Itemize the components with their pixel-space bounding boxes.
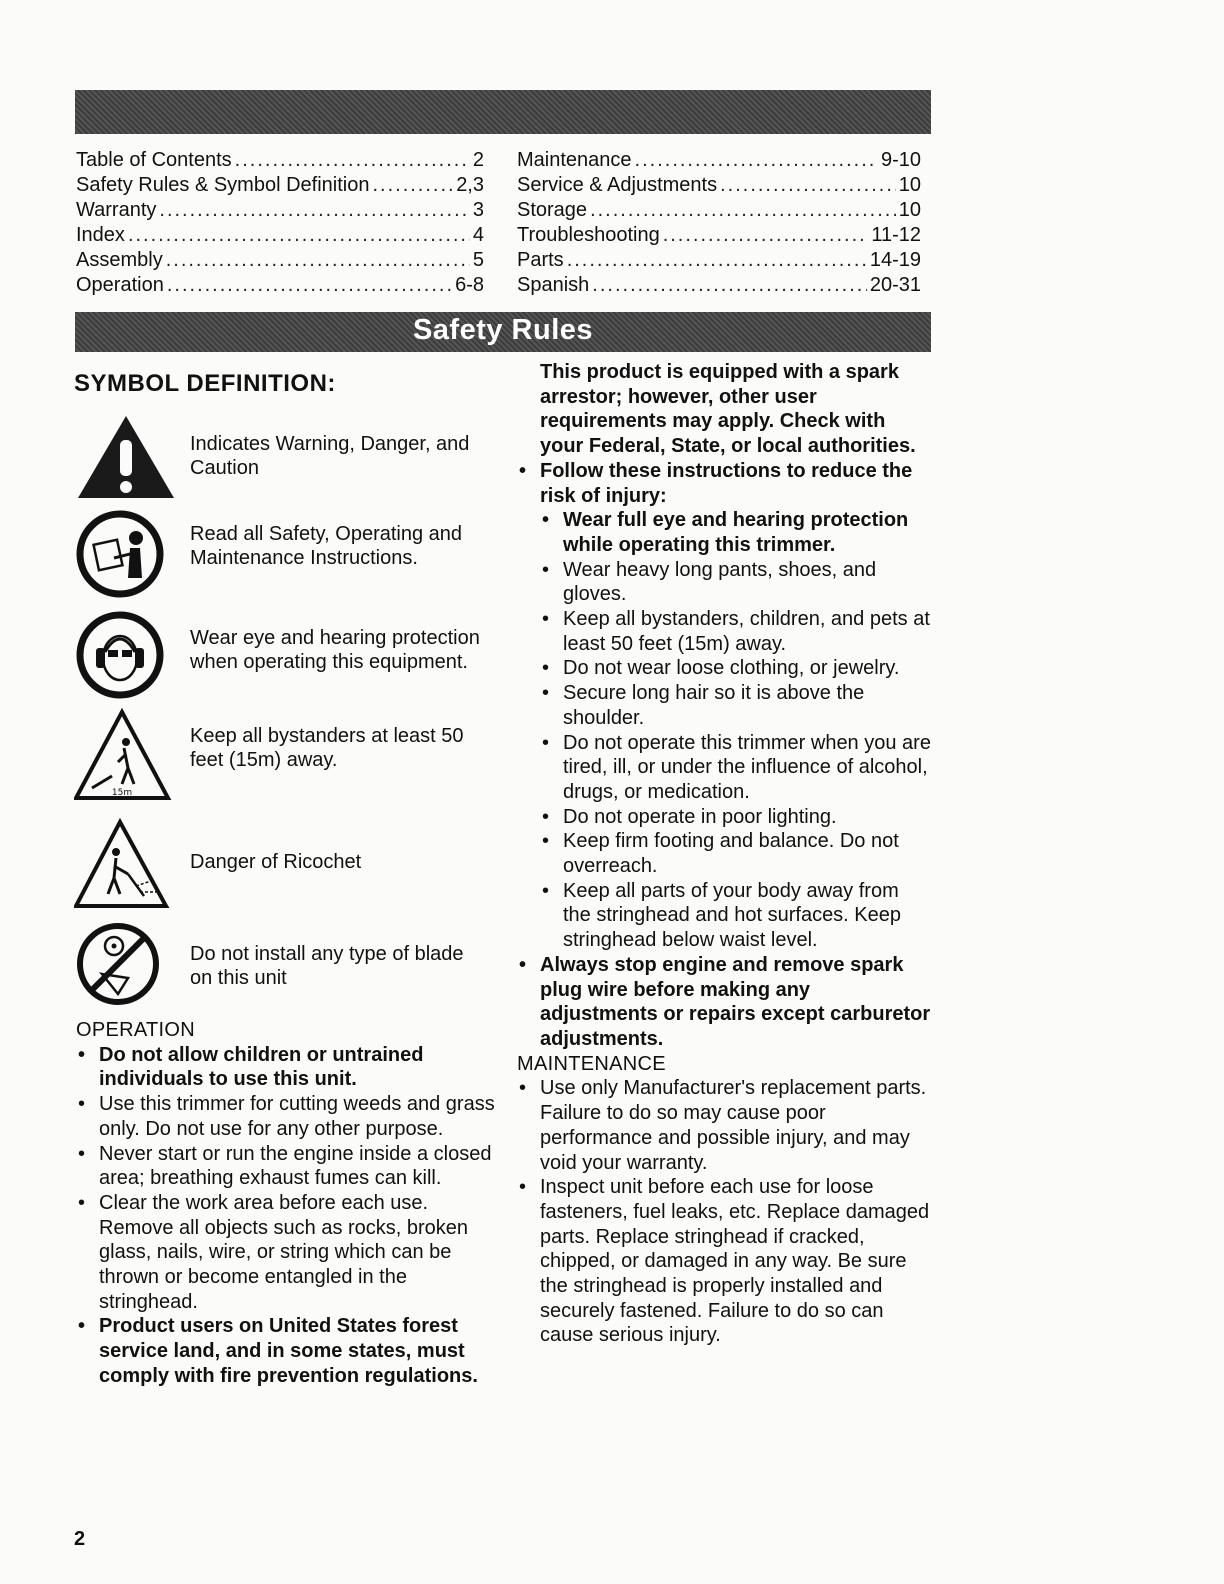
list-item: • Follow these instructions to reduce the risk of injury: — [517, 459, 932, 508]
list-subitem: • Keep firm footing and balance. Do not overreach. — [540, 829, 932, 878]
toc-entry: Index ..... 4 — [76, 223, 484, 248]
toc-entry: Troubleshooting ..... 11-12 — [517, 223, 921, 248]
safety-rules-banner — [75, 312, 931, 352]
toc-entry: Service & Adjustments ..... 10 — [517, 173, 921, 198]
contents-header-bar — [75, 90, 931, 134]
symbol-description: Danger of Ricochet — [190, 851, 362, 873]
toc-entry: Assembly ..... 5 — [76, 248, 484, 273]
list-item: • Use only Manufacturer's replacement parts. Failure to do so may cause poor performance and possible injury, and may void your warranty. — [517, 1076, 932, 1175]
operation-section — [76, 1018, 496, 1389]
list-item: • Use this trimmer for cutting weeds and grass only. Do not use for any other purpose. — [76, 1092, 496, 1141]
page-number: 2 — [74, 1528, 86, 1550]
symbol-description: Keep all bystanders at least 50 feet (15m) away. — [190, 725, 464, 771]
read-manual-icon — [74, 508, 170, 600]
toc-entry: Warranty ..... 3 — [76, 198, 484, 223]
svg-text:15m: 15m — [111, 788, 133, 798]
no-blade-icon — [74, 920, 170, 1008]
symbol-row — [74, 920, 494, 1008]
toc-entry: Spanish ..... 20-31 — [517, 273, 921, 298]
list-item: • Never start or run the engine inside a closed area; breathing exhaust fumes can kill. — [76, 1142, 496, 1191]
symbol-definition-heading: SYMBOL DEFINITION: — [74, 370, 336, 397]
symbol-description: Do not install any type of blade on this unit — [190, 943, 464, 989]
symbol-row — [74, 608, 494, 702]
list-subitem: • Wear full eye and hearing protection while operating this trimmer. — [540, 508, 932, 557]
list-subitem: • Do not operate in poor lighting. — [540, 805, 932, 830]
warning-triangle-icon — [74, 412, 178, 500]
list-subitem: • Secure long hair so it is above the shoulder. — [540, 681, 932, 730]
list-item: • Inspect unit before each use for loose fasteners, fuel leaks, etc. Replace damaged parts. Replace stringhead if cracked, chipped, or damaged in any way. Be sure the stringhead is properly installed and securely fastened. Failure to do so can cause serious injury. — [517, 1175, 932, 1348]
section-title: Safety Rules — [412, 314, 594, 346]
symbol-description: Wear eye and hearing protection when operating this equipment. — [190, 627, 480, 673]
symbol-row — [74, 412, 494, 500]
symbol-row — [74, 508, 494, 600]
toc-entry: Safety Rules & Symbol Definition ..... 2,3 — [76, 173, 484, 198]
bystanders-distance-icon — [74, 706, 174, 806]
operation-heading: OPERATION — [76, 1019, 196, 1041]
list-item: • Product users on United States forest service land, and in some states, must comply with fire prevention regulations. — [76, 1314, 496, 1388]
eye-ear-protection-icon — [74, 608, 170, 702]
spark-arrestor-note: This product is equipped with a spark arrestor; however, other user requirements may apply. Check with your Federal, State, or local authorities. — [540, 361, 916, 458]
list-subitem: • Do not operate this trimmer when you are tired, ill, or under the influence of alcohol, drugs, or medication. — [540, 731, 932, 805]
toc-left-column — [76, 148, 484, 298]
list-subitem: • Keep all parts of your body away from the stringhead and hot surfaces. Keep stringhead below waist level. — [540, 879, 932, 953]
list-subitem: • Keep all bystanders, children, and pets at least 50 feet (15m) away. — [540, 607, 932, 656]
list-subitem: • Do not wear loose clothing, or jewelry. — [540, 656, 932, 681]
toc-entry: Operation ..... 6-8 — [76, 273, 484, 298]
list-item: • Always stop engine and remove spark plug wire before making any adjustments or repairs except carburetor adjustments. — [517, 953, 932, 1052]
list-item: • Clear the work area before each use. Remove all objects such as rocks, broken glass, nails, wire, or string which can be thrown or become entangled in the stringhead. — [76, 1191, 496, 1315]
symbol-row — [74, 816, 494, 912]
ricochet-icon — [74, 816, 170, 912]
toc-entry: Storage ..... 10 — [517, 198, 921, 223]
toc-entry: Maintenance ..... 9-10 — [517, 148, 921, 173]
maintenance-heading: MAINTENANCE — [517, 1052, 666, 1075]
toc-entry: Table of Contents ..... 2 — [76, 148, 484, 173]
list-item: • Do not allow children or untrained individuals to use this unit. — [76, 1043, 496, 1092]
toc-right-column — [517, 148, 921, 298]
safety-instructions-column — [517, 360, 932, 1348]
symbol-description: Read all Safety, Operating and Maintenance Instructions. — [190, 523, 463, 569]
list-subitem: • Wear heavy long pants, shoes, and gloves. — [540, 558, 932, 607]
symbol-row — [74, 706, 494, 806]
toc-entry: Parts ..... 14-19 — [517, 248, 921, 273]
symbol-description: Indicates Warning, Danger, and Caution — [190, 433, 470, 479]
